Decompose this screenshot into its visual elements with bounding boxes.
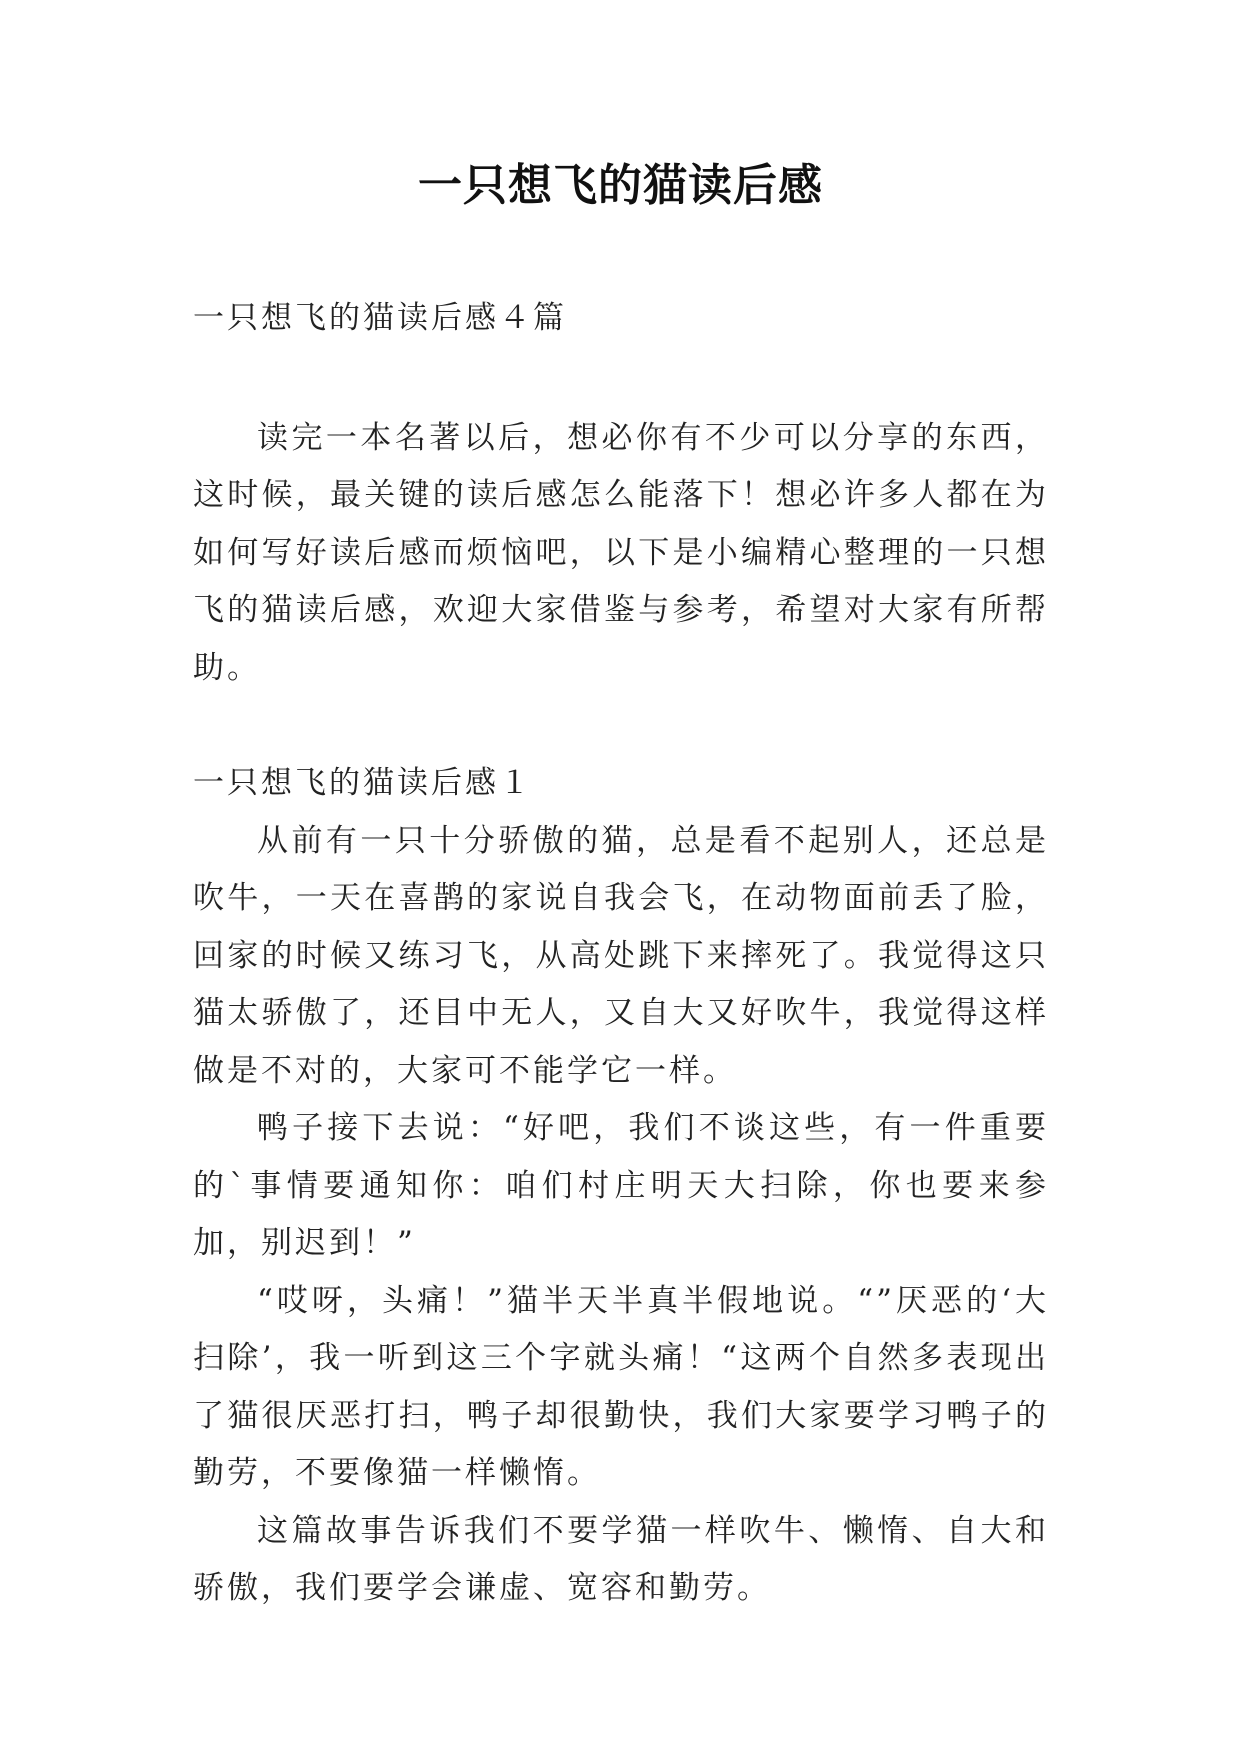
- body-paragraph: 这篇故事告诉我们不要学猫一样吹牛、懒惰、自大和骄傲，我们要学会谦虚、宽容和勤劳。: [193, 1512, 1049, 1606]
- document-title: 一只想飞的猫读后感: [418, 160, 823, 211]
- document-body: [193, 290, 1049, 1618]
- body-paragraph: “哎呀，头痛！”猫半天半真半假地说。“”厌恶的‘大扫除’，我一听到这三个字就头痛！“这两个自然多表现出了猫很厌恶打扫，鸭子却很勤快，我们大家要学习鸭子的勤劳，不要像猫一样懒惰。: [193, 1282, 1049, 1491]
- document-subtitle: 一只想飞的猫读后感４篇: [193, 300, 567, 336]
- intro-paragraph: 读完一本名著以后，想必你有不少可以分享的东西，这时候，最关键的读后感怎么能落下！想必许多人都在为如何写好读后感而烦恼吧，以下是小编精心整理的一只想飞的猫读后感，欢迎大家借鉴与参考，希望对大家有所帮助。: [193, 419, 1049, 686]
- body-paragraph: 鸭子接下去说：“好吧，我们不谈这些，有一件重要的`事情要通知你：咱们村庄明天大扫除，你也要来参加，别迟到！”: [193, 1110, 1049, 1261]
- section-heading: 一只想飞的猫读后感１: [193, 765, 533, 801]
- body-paragraph: 从前有一只十分骄傲的猫，总是看不起别人，还总是吹牛，一天在喜鹊的家说自我会飞，在动物面前丢了脸，回家的时候又练习飞，从高处跳下来摔死了。我觉得这只猫太骄傲了，还目中无人，又自大又好吹牛，我觉得这样做是不对的，大家可不能学它一样。: [193, 822, 1049, 1089]
